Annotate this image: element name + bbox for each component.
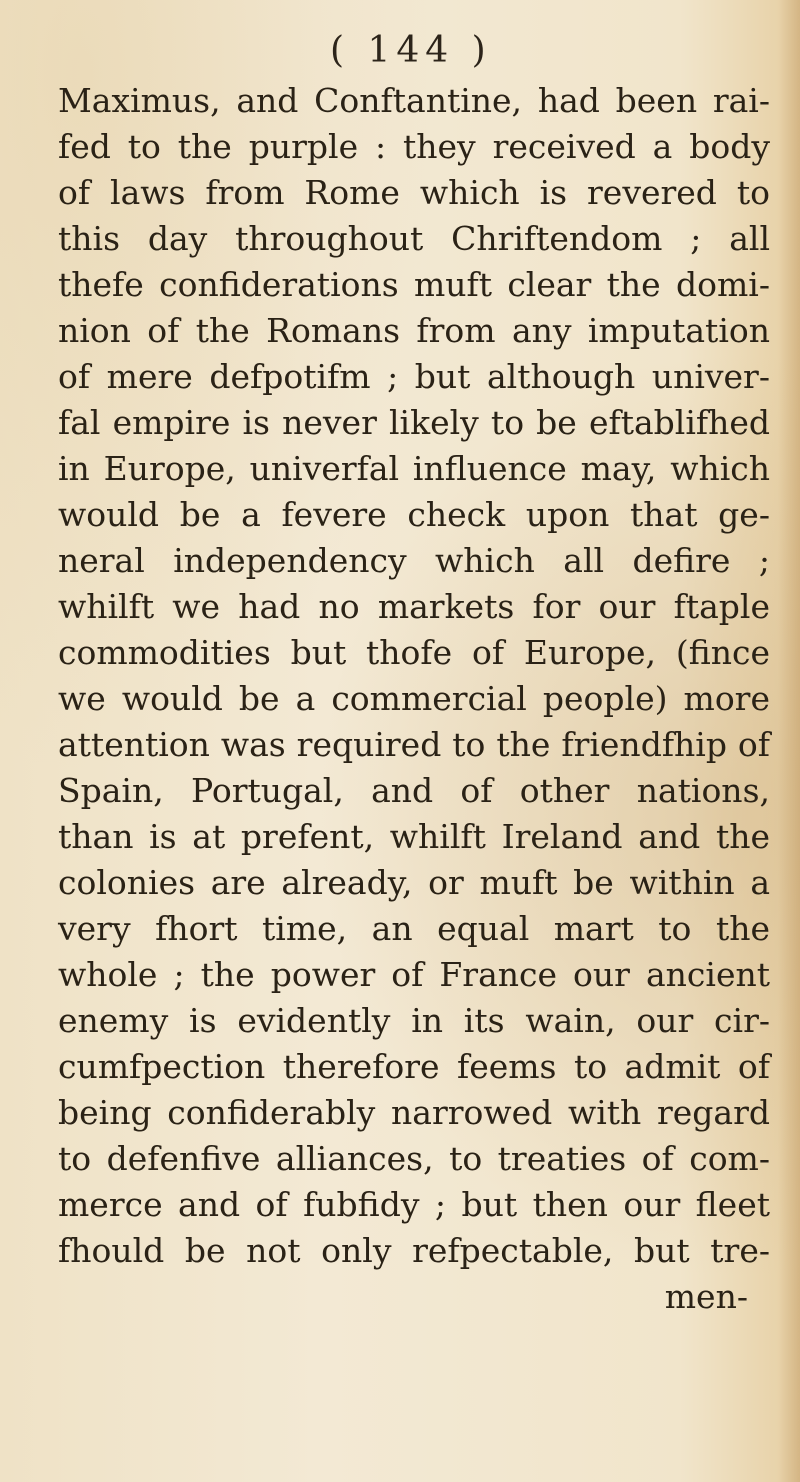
text-line-10: would be a fevere check upon that ge- [58, 495, 770, 534]
text-line-24: to defenfive alliances, to treaties of com- [58, 1139, 770, 1178]
page-number: ( 144 ) [330, 30, 492, 71]
body-text [58, 78, 770, 1320]
text-line-16: Spain, Portugal, and of other nations, [58, 771, 770, 810]
text-line-26: fhould be not only refpectable, but tre- [58, 1231, 770, 1270]
text-line-9: in Europe, univerfal influence may, which [58, 449, 770, 488]
text-line-12: whilft we had no markets for our ftaple [58, 587, 770, 626]
text-line-6: nion of the Romans from any imputation [58, 311, 770, 350]
text-line-7: of mere defpotifm ; but although univer- [58, 357, 770, 396]
text-line-15: attention was required to the friendfhip of [58, 725, 770, 764]
text-line-23: being confiderably narrowed with regard [58, 1093, 770, 1132]
text-line-25: merce and of fubfidy ; but then our fleet [58, 1185, 770, 1224]
text-line-13: commodities but thofe of Europe, (fince [58, 633, 770, 672]
text-line-4: this day throughout Chriftendom ; all [58, 219, 770, 258]
text-line-19: very fhort time, an equal mart to the [58, 909, 770, 948]
text-line-20: whole ; the power of France our ancient [58, 955, 770, 994]
text-line-2: fed to the purple : they received a body [58, 127, 770, 166]
text-line-11: neral independency which all defire ; [58, 541, 770, 580]
text-line-17: than is at prefent, whilft Ireland and the [58, 817, 770, 856]
text-line-1: Maximus, and Conftantine, had been rai- [58, 81, 770, 120]
text-line-8: fal empire is never likely to be eftablifhed [58, 403, 770, 442]
catchword: men- [664, 1277, 748, 1316]
text-line-21: enemy is evidently in its wain, our cir- [58, 1001, 770, 1040]
page-edge-shadow [778, 0, 800, 1482]
text-line-22: cumfpection therefore feems to admit of [58, 1047, 770, 1086]
text-line-5: thefe confiderations muft clear the domi- [58, 265, 770, 304]
text-line-18: colonies are already, or muft be within a [58, 863, 770, 902]
text-line-3: of laws from Rome which is revered to [58, 173, 770, 212]
text-line-14: we would be a commercial people) more [58, 679, 770, 718]
